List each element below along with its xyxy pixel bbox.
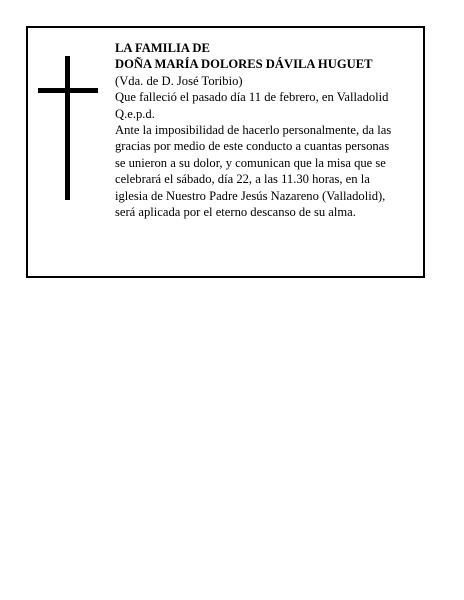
body-line: iglesia de Nuestro Padre Jesús Nazareno (Valladolid),: [115, 188, 386, 203]
cross-vertical-bar: [65, 56, 70, 200]
body-line: se unieron a su dolor, y comunican que la misa que se: [115, 155, 386, 170]
body-line: Ante la imposibilidad de hacerlo personalmente, da las: [115, 123, 392, 138]
obituary-notice: [26, 26, 425, 278]
notice-header-deceased-name: DOÑA MARÍA DOLORES DÁVILA HUGUET: [115, 57, 373, 72]
cross-horizontal-bar: [38, 88, 98, 93]
cross-icon: [38, 56, 98, 200]
notice-header-family: LA FAMILIA DE: [115, 41, 210, 55]
body-line: celebrará el sábado, día 22, a las 11.30 horas, en la: [115, 172, 370, 187]
death-date-line: Que falleció el pasado día 11 de febrero, en Valladolid: [115, 90, 389, 105]
notice-text: [115, 40, 415, 220]
rip-line: Q.e.p.d.: [115, 106, 155, 121]
body-line: gracias por medio de este conducto a cuantas personas: [115, 139, 390, 154]
widow-note: (Vda. de D. José Toribio): [115, 73, 243, 88]
body-line: será aplicada por el eterno descanso de su alma.: [115, 205, 356, 220]
